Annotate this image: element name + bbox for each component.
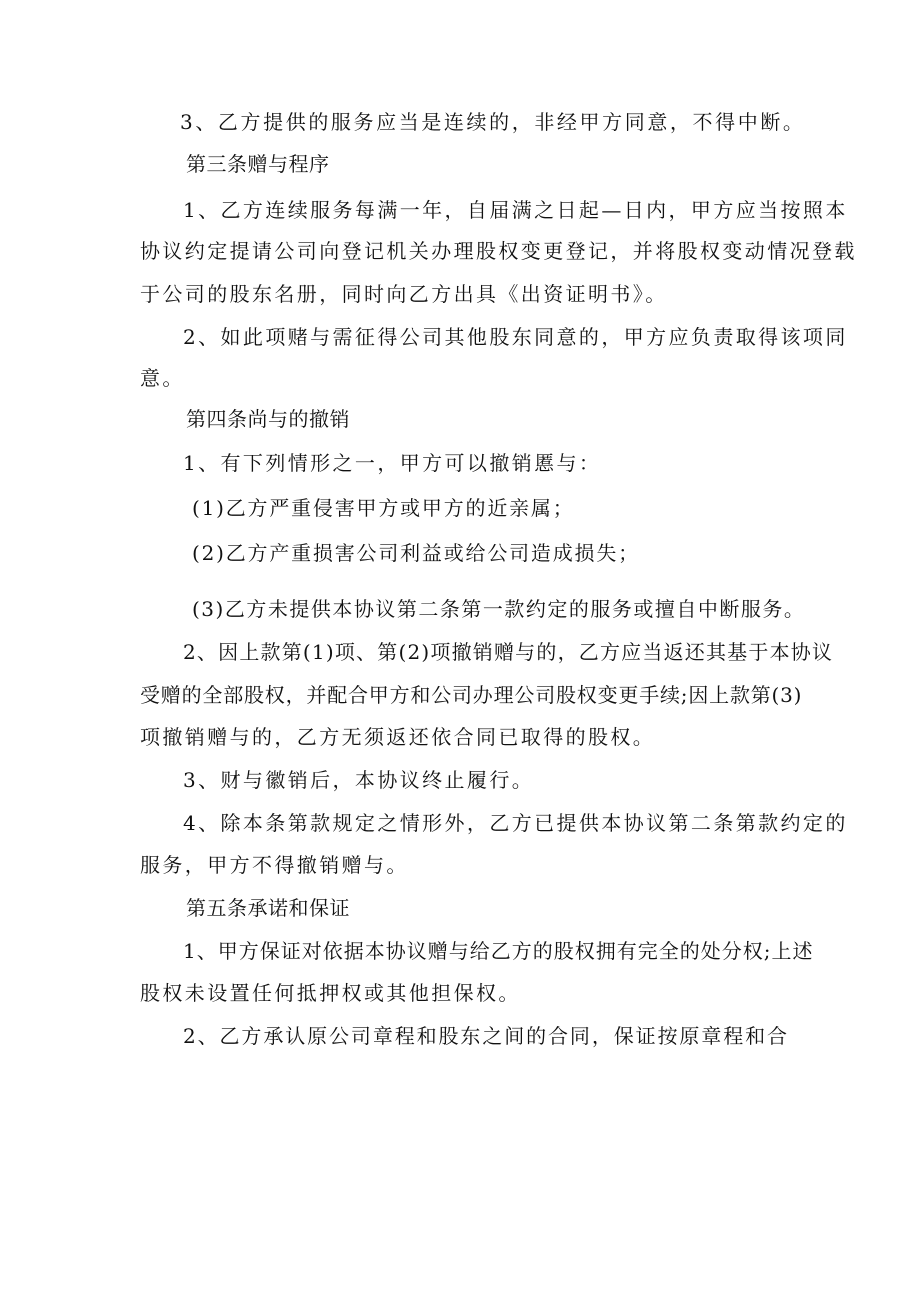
article-4-item-2-line-2: 受赠的全部股权，并配合甲方和公司办理公司股权变更手续;因上款第(3) bbox=[140, 683, 803, 707]
heading-article-5: 第五条承诺和保证 bbox=[186, 896, 350, 920]
clause-2-item-3: 3、乙方提供的服务应当是连续的，非经甲方同意，不得中断。 bbox=[180, 110, 806, 134]
article-4-item-1: 1、有下列情形之一，甲方可以撤销慝与： bbox=[183, 451, 602, 475]
article-3-item-2-line-2: 意。 bbox=[140, 366, 185, 390]
article-3-item-2-line-1: 2、如此项赌与需征得公司其他股东同意的，甲方应负责取得该项同 bbox=[183, 325, 848, 349]
article-4-item-2-line-1: 2、因上款第(1)项、第(2)项撤销赠与的，乙方应当返还其基于本协议 bbox=[183, 640, 834, 664]
article-3-item-1-line-3: 于公司的股东名册，同时向乙方出具《出资证明书》。 bbox=[140, 282, 668, 306]
article-5-item-1-line-1: 1、甲方保证对依据本协议赠与给乙方的股权拥有完全的处分权;上述 bbox=[183, 939, 814, 963]
heading-article-3: 第三条赠与程序 bbox=[186, 152, 330, 176]
article-3-item-1-line-2: 协议约定提请公司向登记机关办理股权变更登记，并将股权变动情况登载 bbox=[140, 239, 857, 263]
article-4-subitem-1: (1)乙方严重侵害甲方或甲方的近亲属； bbox=[192, 496, 575, 520]
article-3-item-1-line-1: 1、乙方连续服务每满一年，自届满之日起—日内，甲方应当按照本 bbox=[183, 198, 848, 222]
article-4-item-4-line-1: 4、除本条第款规定之情形外，乙方已提供本协议第二条第款约定的 bbox=[183, 811, 848, 835]
article-4-item-4-line-2: 服务，甲方不得撤销赠与。 bbox=[140, 853, 409, 877]
article-4-item-3: 3、财与徽销后，本协议终止履行。 bbox=[183, 768, 535, 792]
article-4-subitem-2: (2)乙方产重损害公司利益或给公司造成损失； bbox=[192, 541, 640, 565]
article-5-item-2-line-1: 2、乙方承认原公司章程和股东之间的合同，保证按原章程和合 bbox=[183, 1024, 789, 1048]
heading-article-4: 第四条尚与的撤销 bbox=[186, 407, 350, 431]
article-5-item-1-line-2: 股权未设置任何抵押权或其他担保权。 bbox=[140, 981, 521, 1005]
article-4-subitem-3: (3)乙方未提供本协议第二条第一款约定的服务或擅自中断服务。 bbox=[192, 597, 806, 621]
article-4-item-2-line-3: 项撤销赠与的，乙方无须返还依合同已取得的股权。 bbox=[140, 725, 656, 749]
